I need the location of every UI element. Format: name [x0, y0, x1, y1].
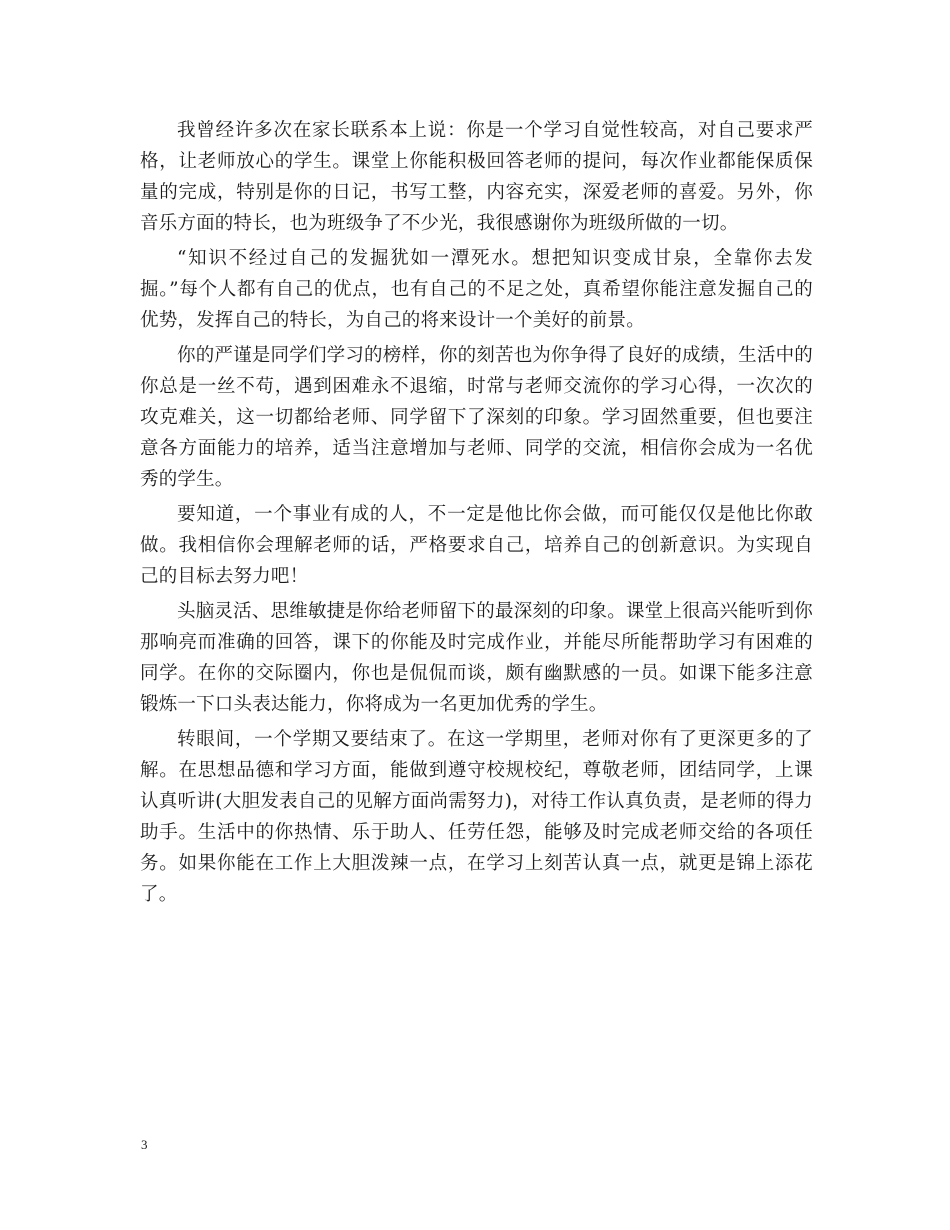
- paragraph: 要知道，一个事业有成的人，不一定是他比你会做，而可能仅仅是他比你敢做。我相信你会理解老师的话，严格要求自己，培养自己的创新意识。为实现自己的目标去努力吧！: [140, 504, 813, 587]
- paragraph: 你的严谨是同学们学习的榜样，你的刻苦也为你争得了良好的成绩，生活中的你总是一丝不苟，遇到困难永不退缩，时常与老师交流你的学习心得，一次次的攻克难关，这一切都给老师、同学留下了深刻的印象。学习固然重要，但也要注意各方面能力的培养，适当注意增加与老师、同学的交流，相信你会成为一名优秀的学生。: [140, 345, 813, 490]
- paragraph: 转眼间，一个学期又要结束了。在这一学期里，老师对你有了更深更多的了解。在思想品德和学习方面，能做到遵守校规校纪，尊敬老师，团结同学，上课认真听讲(大胆发表自己的见解方面尚需努力)，对待工作认真负责，是老师的得力助手。生活中的你热情、乐于助人、任劳任怨，能够及时完成老师交给的各项任务。如果你能在工作上大胆泼辣一点，在学习上刻苦认真一点，就更是锦上添花了。: [140, 729, 813, 905]
- paragraph: “知识不经过自己的发掘犹如一潭死水。想把知识变成甘泉，全靠你去发掘。”每个人都有自己的优点，也有自己的不足之处，真希望你能注意发掘自己的优势，发挥自己的特长，为自己的将来设计一个美好的前景。: [140, 248, 813, 331]
- paragraph: 我曾经许多次在家长联系本上说：你是一个学习自觉性较高，对自己要求严格，让老师放心的学生。课堂上你能积极回答老师的提问，每次作业都能保质保量的完成，特别是你的日记，书写工整，内容充实，深爱老师的喜爱。另外，你音乐方面的特长，也为班级争了不少光，我很感谢你为班级所做的一切。: [140, 120, 813, 234]
- paragraph: 头脑灵活、思维敏捷是你给老师留下的最深刻的印象。课堂上很高兴能听到你那响亮而准确的回答，课下的你能及时完成作业，并能尽所能帮助学习有困难的同学。在你的交际圈内，你也是侃侃而谈，颇有幽默感的一员。如课下能多注意锻炼一下口头表达能力，你将成为一名更加优秀的学生。: [140, 601, 813, 715]
- page-number: 3: [141, 1137, 148, 1152]
- document-body: [140, 115, 813, 914]
